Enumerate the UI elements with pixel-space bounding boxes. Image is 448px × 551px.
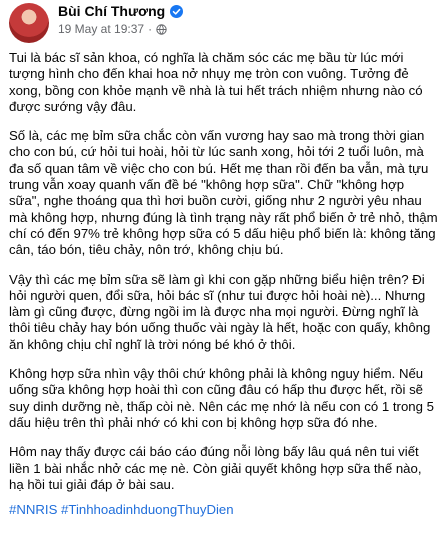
globe-icon[interactable] [156,24,167,35]
post-paragraph-4: Không hợp sữa nhìn vậy thôi chứ không phải là không nguy hiểm. Nếu uống sữa không hợp hoài thì con cũng đâu có hấp thu được hết, rồi sẽ suy dinh dưỡng nè, thấp còi nè. Nên các mẹ nhớ là nếu con có 1 trong 5 dấu hiệu trên thì phải nhớ có khi con bị không hợp sữa đó nhe. [9,366,434,430]
post-paragraph-2: Số là, các mẹ bỉm sữa chắc còn vấn vương hay sao mà trong thời gian cho con bú, cứ hỏi tui hoài, hỏi từ lúc sanh xong, hỏi tới 2 tuổi luôn, mà đa số quan tâm về việc cho con bú. Hết mẹ than rồi đến ba vẫn, mà tựu trung vẫn xoay quanh vấn đề bé "không hợp sữa". Chữ "không hợp sữa", nghe thoáng qua thì hơi buồn cười, giống như 2 người yêu nhau mà không hợp, nhưng đúng là tình trạng này rất phổ biến ở trẻ nhỏ, thậm chí có đến 97% trẻ không hợp sữa có 5 dấu hiệu phổ biến là: không tăng cân, táo bón, tiêu chảy, nôn trớ, không chịu bú. [9,128,438,258]
hashtag-link[interactable]: #NNRIS [9,502,58,518]
verified-badge-icon [170,5,183,18]
post-paragraph-3: Vậy thì các mẹ bỉm sữa sẽ làm gì khi con gặp những biểu hiện trên? Đi hỏi người quen, đổi sữa, hỏi bác sĩ (như tui được hỏi hoài nè)... Nhưng làm gì cũng được, đừng ngồi im là được nha mọi người. Đừng nghĩ là thôi tiêu chảy hay bón uống thuốc vài ngày là hết, hoặc con quấy, không ăn không chịu chỉ nghĩ là trời nóng bé khó ở thôi. [9,271,431,352]
post-header [9,0,438,50]
post-paragraph-5: Hôm nay thấy được cái báo cáo đúng nỗi lòng bấy lâu quá nên tui viết liền 1 bài nhắc nhở các mẹ nè. Còn giải quyết không hợp sữa thế nào, hạ hồi tui giải đáp ở bài sau. [9,444,422,492]
meta-separator: · [148,22,153,36]
author-line [58,3,183,19]
post-timestamp[interactable]: 19 May at 19:37 [58,22,145,36]
post-hashtags [9,502,438,518]
post-paragraph-1: Tui là bác sĩ sản khoa, có nghĩa là chăm sóc các mẹ bầu từ lúc mới tượng hình cho đến khai hoa nở nhụy mẹ tròn con vuông. Tưởng đẻ xong, bồng con khỏe mạnh về nhà là tui hết trách nhiệm nhưng nào có được sướng vậy đâu. [9,50,423,114]
author-block [58,3,183,36]
hashtag-link[interactable]: #TinhhoadinhduongThuyDien [61,502,234,518]
author-name[interactable]: Bùi Chí Thương [58,3,166,19]
post-meta [58,22,183,36]
post-body [9,50,438,493]
author-avatar[interactable] [9,3,49,43]
